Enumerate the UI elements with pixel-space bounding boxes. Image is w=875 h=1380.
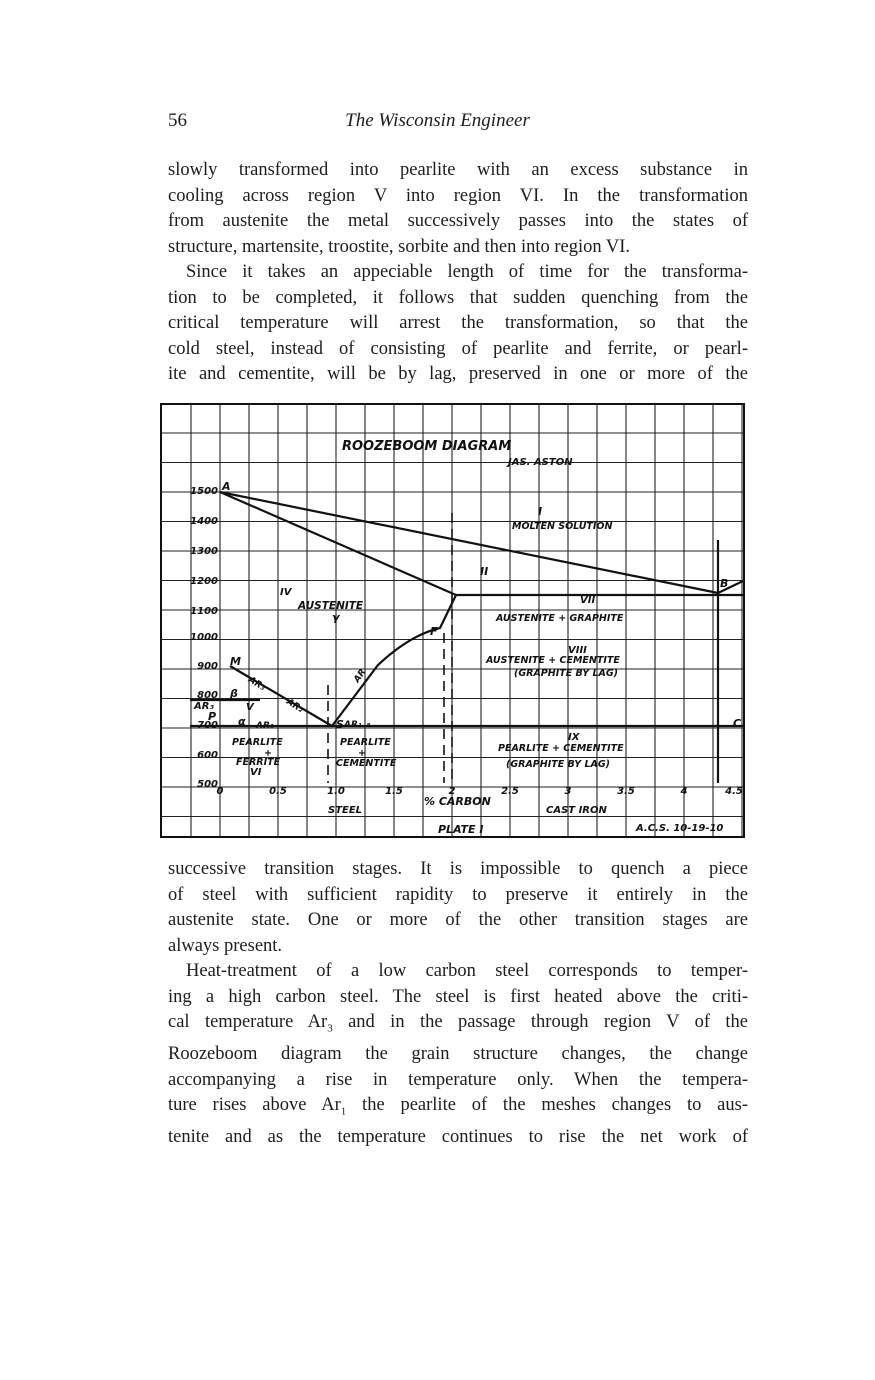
pearlite-ferrite-line2: FERRITE — [236, 757, 281, 768]
gamma-label: γ — [332, 611, 340, 624]
steel-label: STEEL — [328, 805, 363, 816]
point-f-label: F — [430, 625, 438, 638]
ar1-line-label: AR₁ — [256, 721, 274, 731]
signature: A.C.S. 10-19-10 — [636, 823, 724, 834]
ar2-line-label: AR₂ — [284, 697, 305, 715]
region-7-number: VII — [580, 595, 596, 606]
x-tick: 1.0 — [327, 786, 345, 797]
region-4-text: AUSTENITE — [298, 600, 364, 612]
ar3-line-label: AR₃ — [246, 675, 267, 693]
beta-label: β — [230, 687, 238, 700]
y-tick: 1100 — [190, 606, 218, 617]
text-line: Roozeboom diagram the grain structure changes, the change — [168, 1044, 748, 1065]
plate-label: PLATE I — [438, 823, 484, 836]
text-line-with-subscript — [168, 1093, 748, 1125]
x-tick: 2 — [448, 786, 456, 797]
point-c-label: C — [733, 717, 742, 730]
text-line: ing a high carbon steel. The steel is first heated above the criti- — [168, 986, 748, 1007]
diagram-author: JAS. ASTON — [508, 457, 573, 468]
pearlite-cementite-line2: CEMENTITE — [336, 758, 397, 769]
region-9-number: IX — [568, 732, 580, 743]
x-tick: 2.5 — [501, 786, 519, 797]
region-7-text: AUSTENITE + GRAPHITE — [496, 613, 624, 624]
point-a-label: A — [222, 480, 231, 493]
text-line: tion to be completed, it follows that sudden quenching from the — [168, 287, 748, 308]
ar3-left-label: AR₃ — [194, 701, 214, 712]
x-tick: 3 — [564, 786, 572, 797]
region-9-line1: PEARLITE + CEMENTITE — [498, 743, 624, 754]
subscript: 1 — [340, 1105, 347, 1118]
region-8-line1: AUSTENITE + CEMENTITE — [486, 655, 620, 666]
x-tick: 0.5 — [269, 786, 287, 797]
region-4-number: IV — [280, 587, 292, 598]
x-tick: 1.5 — [385, 786, 403, 797]
region-6-number: VI — [250, 767, 262, 778]
text-fragment: and in the passage through region V of the — [332, 1012, 748, 1032]
paragraph-bottom — [168, 857, 748, 1151]
text-line: Heat-treatment of a low carbon steel corresponds to temper- — [186, 961, 748, 981]
region-1-text: MOLTEN SOLUTION — [512, 521, 613, 532]
y-tick: 500 — [197, 779, 218, 790]
diagram-title: ROOZEBOOM DIAGRAM — [342, 439, 512, 454]
text-line: always present. — [168, 935, 283, 956]
roozeboom-diagram — [160, 403, 745, 839]
ar-cm-line-label: AR — [352, 667, 369, 685]
text-line: cooling across region V into region VI. In the transformation — [168, 185, 748, 206]
text-line: structure, martensite, troostite, sorbite and then into region VI. — [168, 236, 631, 257]
x-tick: 0 — [216, 786, 224, 797]
text-fragment: the pearlite of the meshes changes to aus- — [346, 1095, 748, 1116]
x-tick: 3.5 — [617, 786, 635, 797]
y-tick: 1000 — [190, 632, 218, 643]
running-title: The Wisconsin Engineer — [345, 110, 530, 131]
paragraph-top — [168, 158, 748, 388]
cast-iron-label: CAST IRON — [546, 805, 607, 816]
alpha-label: α — [238, 715, 246, 728]
text-line: accompanying a rise in temperature only. When the tempera- — [168, 1069, 748, 1090]
page-number: 56 — [168, 110, 187, 131]
ar1-8-line-label: AR₁₋₈ — [344, 720, 371, 730]
text-line-with-subscript — [168, 1010, 748, 1042]
subscript: 3 — [327, 1022, 333, 1035]
y-tick: 1300 — [190, 546, 218, 557]
text-line: austenite state. One or more of the other transition stages are — [168, 910, 748, 930]
pearlite-ferrite-plus: + — [264, 748, 272, 759]
point-m-label: M — [230, 655, 241, 668]
x-tick: 4.5 — [725, 786, 743, 797]
region-1-number: I — [538, 505, 543, 518]
region-2-number: II — [480, 565, 489, 578]
text-line: slowly transformed into pearlite with an excess substance in — [168, 160, 748, 180]
text-line: successive transition stages. It is impossible to quench a piece — [168, 859, 748, 879]
text-fragment: cal temperature Ar — [168, 1012, 328, 1032]
point-b-label: B — [720, 577, 729, 590]
text-line: Since it takes an appeciable length of time for the transforma- — [186, 262, 748, 282]
y-tick: 600 — [197, 750, 218, 761]
y-tick: 1500 — [190, 486, 218, 497]
text-line: critical temperature will arrest the transformation, so that the — [168, 313, 748, 333]
pearlite-cementite-line1: PEARLITE — [340, 737, 391, 748]
text-line: from austenite the metal successively passes into the states of — [168, 211, 748, 231]
pearlite-ferrite-line1: PEARLITE — [232, 737, 283, 748]
x-axis-label: % CARBON — [424, 795, 491, 808]
region-8-line2: (GRAPHITE BY LAG) — [514, 668, 618, 679]
y-tick: 700 — [197, 720, 218, 731]
y-tick: 800 — [197, 690, 218, 701]
y-tick: 900 — [197, 661, 218, 672]
text-line: of steel with sufficient rapidity to preserve it entirely in the — [168, 884, 748, 905]
text-line: cold steel, instead of consisting of pearlite and ferrite, or pearl- — [168, 338, 748, 359]
x-tick: 4 — [680, 786, 688, 797]
text-line: tenite and as the temperature continues to rise the net work of — [168, 1127, 748, 1148]
y-tick: 1200 — [190, 576, 218, 587]
text-fragment: ture rises above Ar — [168, 1095, 341, 1116]
region-5-number: V — [246, 702, 254, 713]
text-line: ite and cementite, will be by lag, preserved in one or more of the — [168, 364, 748, 384]
region-9-line2: (GRAPHITE BY LAG) — [506, 759, 610, 770]
point-p-label: P — [208, 710, 217, 723]
region-8-number: VIII — [568, 645, 587, 656]
y-tick: 1400 — [190, 516, 218, 527]
point-s-label: S — [336, 718, 344, 731]
pearlite-cementite-plus: + — [358, 748, 366, 759]
